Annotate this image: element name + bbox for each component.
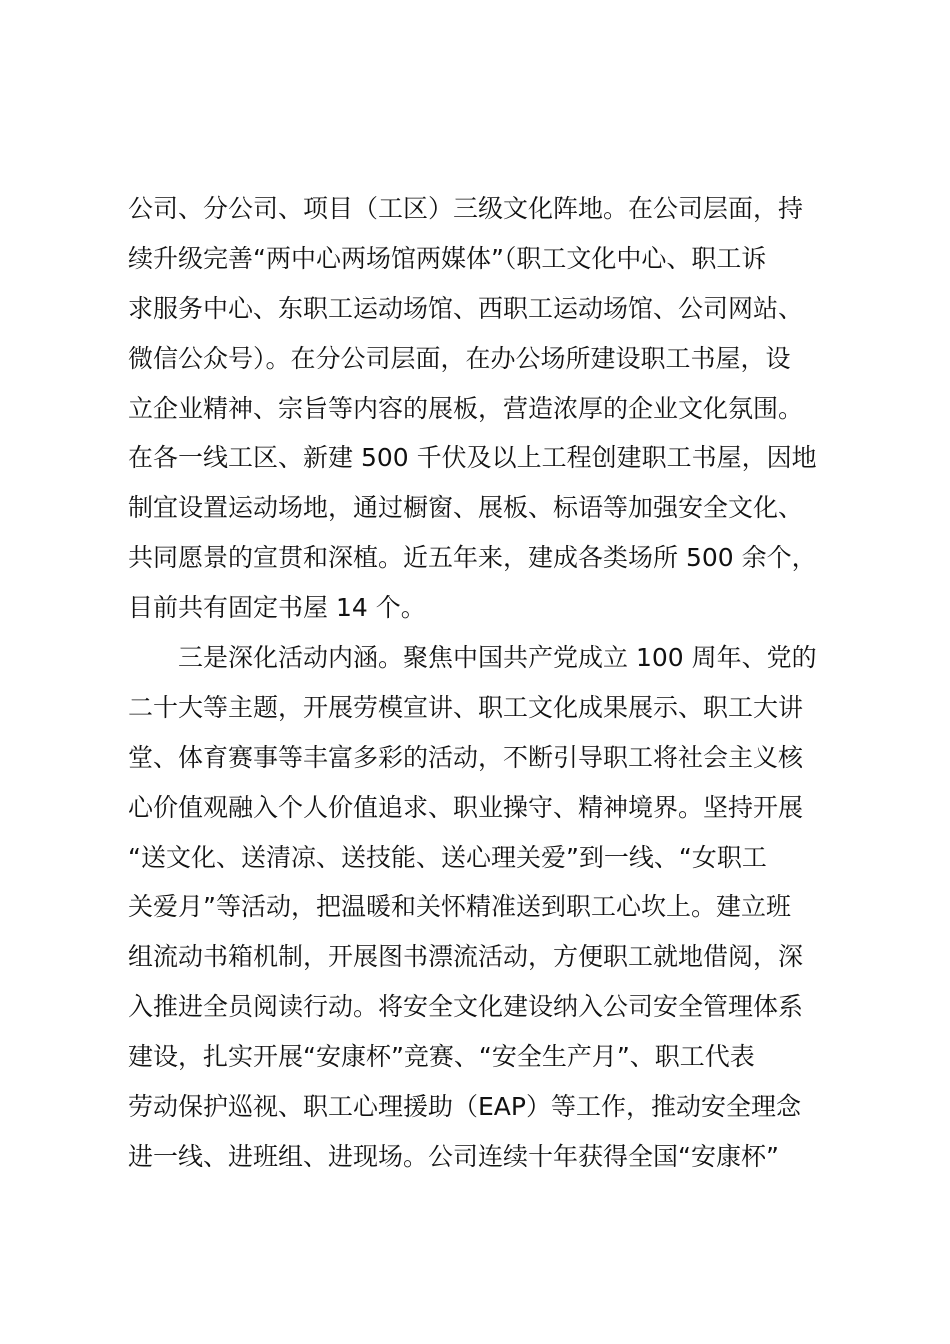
text-line: 微信公众号）。在分公司层面，在办公场所建设职工书屋，设: [128, 343, 791, 373]
text-line: “送文化、送清凉、送技能、送心理关爱”到一线、“女职工: [128, 842, 767, 872]
text-line: 求服务中心、东职工运动场馆、西职工运动场馆、公司网站、: [128, 293, 804, 323]
text-line: 劳动保护巡视、职工心理援助（EAP）等工作，推动安全理念: [128, 1092, 801, 1122]
text-line: 关爱月”等活动，把温暖和关怀精准送到职工心坎上。建立班: [128, 892, 791, 922]
paragraph-1: [128, 184, 838, 633]
text-line: 建设，扎实开展“安康杯”竞赛、“安全生产月”、职工代表: [128, 1042, 755, 1072]
text-line: 进一线、进班组、进现场。公司连续十年获得全国“安康杯”: [128, 1141, 779, 1171]
document-body: [128, 184, 838, 1182]
text-line: 三是深化活动内涵。聚焦中国共产党成立 100 周年、党的: [178, 643, 817, 673]
text-line: 目前共有固定书屋 14 个。: [128, 593, 426, 623]
text-line: 公司、分公司、项目（工区）三级文化阵地。在公司层面，持: [128, 194, 804, 223]
text-line: 立企业精神、宗旨等内容的展板，营造浓厚的企业文化氛围。: [128, 393, 804, 423]
text-line: 心价值观融入个人价值追求、职业操守、精神境界。坚持开展: [128, 792, 804, 822]
paragraph-2: [128, 633, 838, 1182]
text-line: 共同愿景的宣贯和深植。近五年来，建成各类场所 500 余个，: [128, 543, 817, 573]
text-line: 组流动书箱机制，开展图书漂流活动，方便职工就地借阅，深: [128, 942, 804, 972]
text-line: 续升级完善“两中心两场馆两媒体”（职工文化中心、职工诉: [128, 243, 767, 273]
text-line: 二十大等主题，开展劳模宣讲、职工文化成果展示、职工大讲: [128, 692, 804, 722]
text-line: 在各一线工区、新建 500 千伏及以上工程创建职工书屋，因地: [128, 443, 817, 473]
text-line: 入推进全员阅读行动。将安全文化建设纳入公司安全管理体系: [128, 992, 804, 1022]
text-line: 制宜设置运动场地，通过橱窗、展板、标语等加强安全文化、: [128, 493, 804, 523]
text-line: 堂、体育赛事等丰富多彩的活动，不断引导职工将社会主义核: [128, 742, 804, 772]
